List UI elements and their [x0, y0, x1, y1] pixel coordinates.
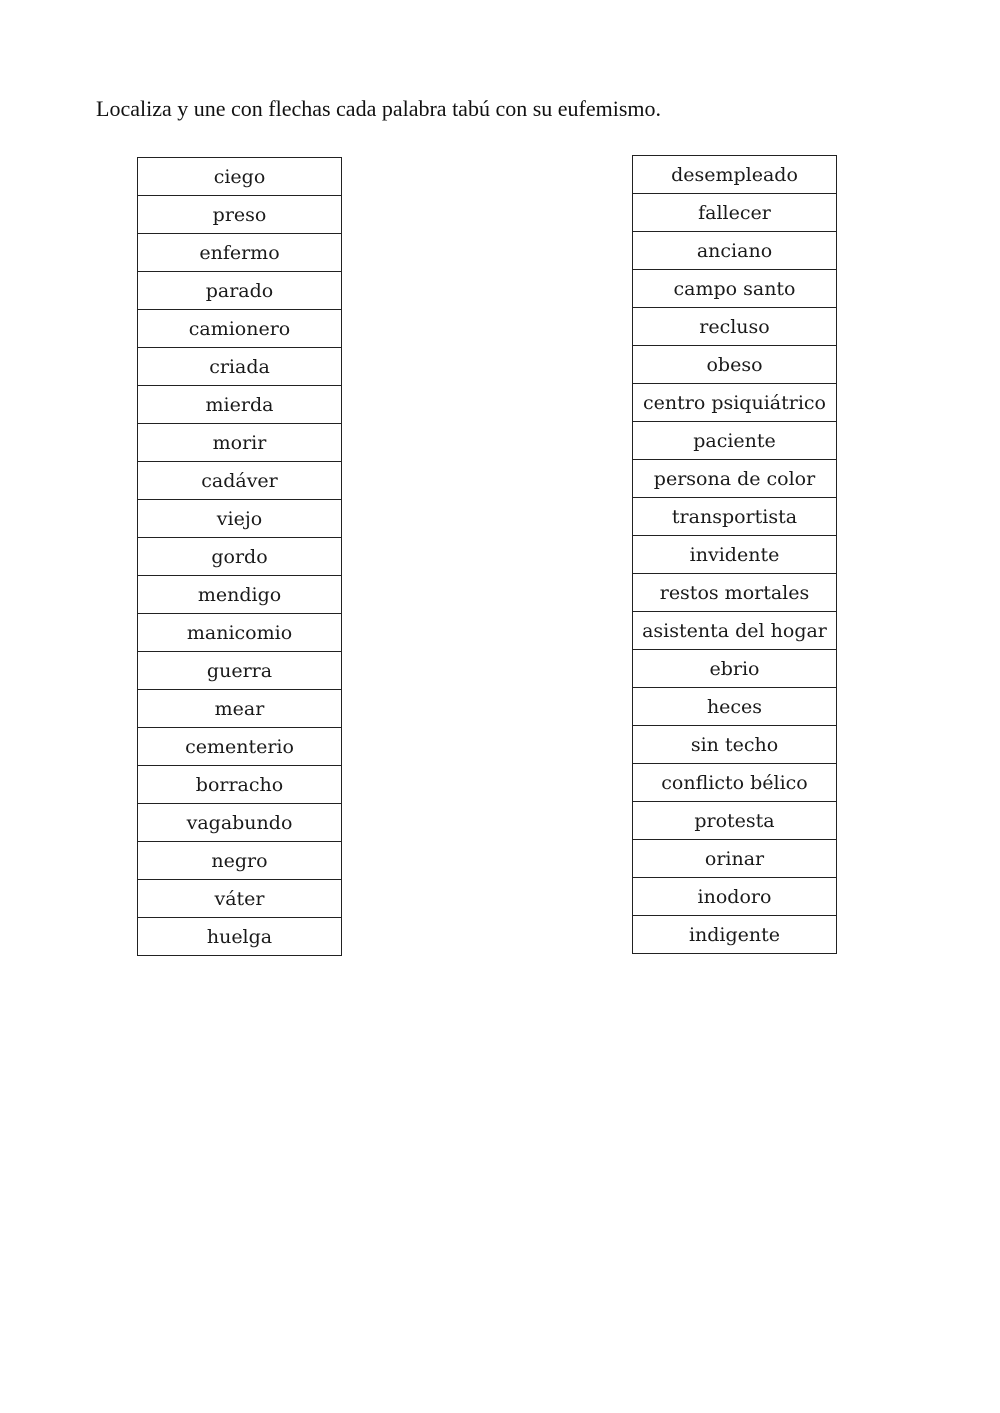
euphemism-row [633, 726, 837, 764]
euphemism-cell[interactable]: sin techo [633, 726, 837, 764]
taboo-word-row [138, 728, 342, 766]
taboo-word-row [138, 272, 342, 310]
taboo-word-cell[interactable]: cadáver [138, 462, 342, 500]
taboo-word-cell[interactable]: ciego [138, 158, 342, 196]
euphemism-row [633, 878, 837, 916]
taboo-word-row [138, 310, 342, 348]
euphemism-cell[interactable]: indigente [633, 916, 837, 954]
taboo-word-cell[interactable]: preso [138, 196, 342, 234]
euphemism-row [633, 612, 837, 650]
taboo-word-row [138, 386, 342, 424]
euphemism-cell[interactable]: obeso [633, 346, 837, 384]
taboo-word-cell[interactable]: parado [138, 272, 342, 310]
taboo-word-cell[interactable]: borracho [138, 766, 342, 804]
euphemism-cell[interactable]: recluso [633, 308, 837, 346]
euphemism-row [633, 346, 837, 384]
euphemism-row [633, 916, 837, 954]
taboo-word-row [138, 196, 342, 234]
taboo-word-cell[interactable]: vagabundo [138, 804, 342, 842]
taboo-word-cell[interactable]: gordo [138, 538, 342, 576]
taboo-word-cell[interactable]: criada [138, 348, 342, 386]
euphemism-cell[interactable]: desempleado [633, 156, 837, 194]
euphemism-row [633, 650, 837, 688]
euphemism-cell[interactable]: invidente [633, 536, 837, 574]
taboo-words-table [137, 157, 342, 956]
euphemisms-list [633, 156, 837, 954]
taboo-word-row [138, 500, 342, 538]
taboo-word-cell[interactable]: cementerio [138, 728, 342, 766]
euphemism-cell[interactable]: orinar [633, 840, 837, 878]
euphemism-cell[interactable]: transportista [633, 498, 837, 536]
taboo-word-row [138, 234, 342, 272]
taboo-word-cell[interactable]: mierda [138, 386, 342, 424]
taboo-word-cell[interactable]: huelga [138, 918, 342, 956]
euphemism-row [633, 308, 837, 346]
euphemism-row [633, 764, 837, 802]
taboo-word-row [138, 766, 342, 804]
euphemism-row [633, 232, 837, 270]
euphemism-cell[interactable]: anciano [633, 232, 837, 270]
euphemism-cell[interactable]: paciente [633, 422, 837, 460]
taboo-word-cell[interactable]: guerra [138, 652, 342, 690]
taboo-word-row [138, 880, 342, 918]
euphemism-cell[interactable]: protesta [633, 802, 837, 840]
taboo-word-row [138, 614, 342, 652]
euphemism-row [633, 422, 837, 460]
euphemism-cell[interactable]: centro psiquiátrico [633, 384, 837, 422]
taboo-word-row [138, 576, 342, 614]
euphemism-cell[interactable]: heces [633, 688, 837, 726]
taboo-word-cell[interactable]: negro [138, 842, 342, 880]
taboo-words-list [138, 158, 342, 956]
euphemism-row [633, 194, 837, 232]
taboo-word-row [138, 690, 342, 728]
taboo-word-cell[interactable]: mendigo [138, 576, 342, 614]
euphemism-row [633, 802, 837, 840]
taboo-word-row [138, 918, 342, 956]
taboo-word-row [138, 842, 342, 880]
euphemism-row [633, 574, 837, 612]
euphemism-cell[interactable]: asistenta del hogar [633, 612, 837, 650]
taboo-word-cell[interactable]: váter [138, 880, 342, 918]
taboo-word-cell[interactable]: morir [138, 424, 342, 462]
taboo-word-row [138, 348, 342, 386]
taboo-word-row [138, 652, 342, 690]
euphemism-row [633, 384, 837, 422]
euphemism-row [633, 498, 837, 536]
euphemism-row [633, 840, 837, 878]
euphemism-row [633, 536, 837, 574]
taboo-word-row [138, 538, 342, 576]
taboo-word-cell[interactable]: camionero [138, 310, 342, 348]
taboo-word-cell[interactable]: mear [138, 690, 342, 728]
taboo-word-cell[interactable]: manicomio [138, 614, 342, 652]
euphemism-cell[interactable]: ebrio [633, 650, 837, 688]
taboo-word-cell[interactable]: enfermo [138, 234, 342, 272]
euphemism-cell[interactable]: restos mortales [633, 574, 837, 612]
euphemism-row [633, 270, 837, 308]
euphemism-cell[interactable]: inodoro [633, 878, 837, 916]
euphemism-cell[interactable]: fallecer [633, 194, 837, 232]
euphemism-cell[interactable]: persona de color [633, 460, 837, 498]
euphemism-cell[interactable]: campo santo [633, 270, 837, 308]
euphemism-row [633, 460, 837, 498]
taboo-word-row [138, 804, 342, 842]
taboo-word-cell[interactable]: viejo [138, 500, 342, 538]
taboo-word-row [138, 158, 342, 196]
instruction-text: Localiza y une con flechas cada palabra tabú con su eufemismo. [96, 96, 662, 121]
euphemisms-table [632, 155, 837, 954]
taboo-word-row [138, 424, 342, 462]
euphemism-cell[interactable]: conflicto bélico [633, 764, 837, 802]
euphemism-row [633, 156, 837, 194]
taboo-word-row [138, 462, 342, 500]
euphemism-row [633, 688, 837, 726]
